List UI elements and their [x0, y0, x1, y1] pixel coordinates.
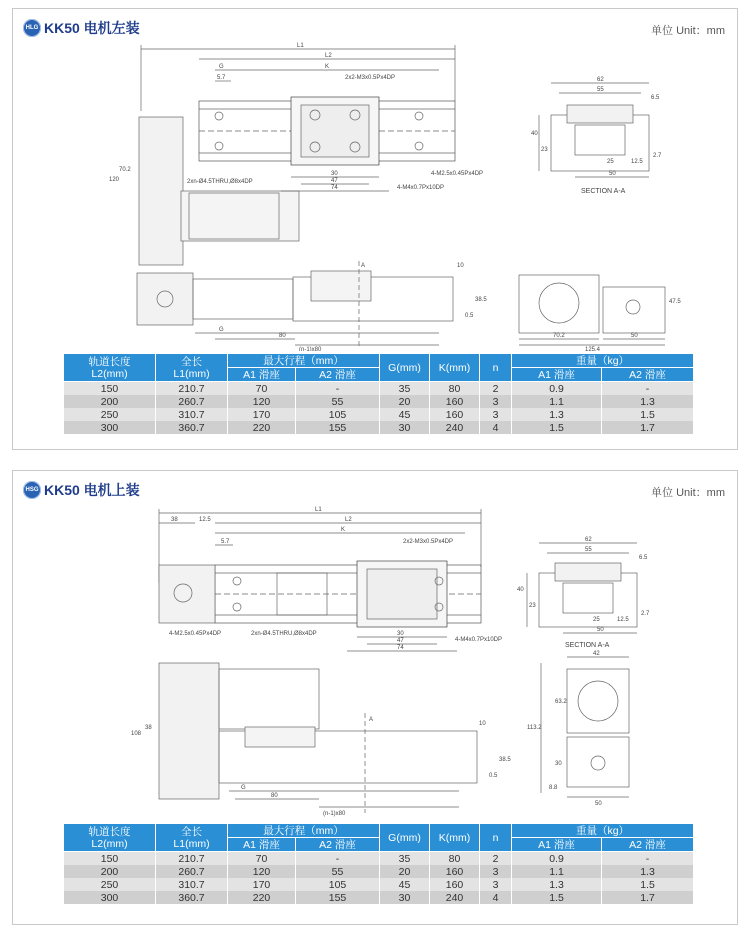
end-50: 50 [631, 333, 638, 339]
dim-m4-thread: 4-M4x0.7Px10DP [455, 637, 503, 643]
sec-62: 62 [597, 77, 604, 83]
dim-38: 38 [171, 517, 178, 523]
dim-k: K [341, 527, 346, 533]
dim-m3-thread: 2x2-M3x0.5Px4DP [403, 539, 454, 545]
sec-55: 55 [585, 547, 592, 553]
end-63-2: 63.2 [555, 699, 567, 705]
th-weight-a1: A1 滑座 [512, 838, 602, 852]
side-108: 108 [131, 731, 142, 737]
sec-40: 40 [517, 587, 524, 593]
dim-47: 47 [397, 638, 404, 644]
end-70-2: 70.2 [553, 333, 565, 339]
th-rail-length: 轨道长度 L2(mm) [64, 354, 156, 382]
sec-12-5: 12.5 [617, 617, 629, 623]
side-10: 10 [479, 721, 486, 727]
dim-k: K [325, 64, 330, 70]
unit-label: 单位 Unit：mm [651, 25, 725, 37]
dim-l1: L1 [315, 507, 322, 513]
sec-62: 62 [585, 537, 592, 543]
panel-header [23, 480, 140, 500]
end-8-8: 8.8 [549, 785, 558, 791]
th-max-stroke: 最大行程（mm） [228, 824, 380, 838]
spec-table [63, 823, 694, 904]
section-label: SECTION A-A [565, 642, 610, 649]
th-stroke-a1: A1 滑座 [228, 838, 296, 852]
th-weight-a1: A1 滑座 [512, 368, 602, 382]
side-a: A [361, 263, 366, 269]
side-38: 38 [145, 725, 152, 731]
technical-drawing [19, 503, 731, 821]
dim-mount-holes: 2xn-Ø4.5THRU,Ø8x4DP [187, 179, 253, 185]
drawing-svg [19, 41, 731, 351]
technical-drawing [19, 41, 731, 351]
table-row: 150 210.7 70 - 35 80 2 0.9 - [64, 382, 694, 396]
th-g: G(mm) [380, 354, 430, 382]
dim-5-7: 5.7 [217, 75, 226, 81]
dim-47: 47 [331, 178, 338, 184]
dim-l2: L2 [345, 517, 352, 523]
side-pitch: (n-1)x80 [323, 811, 346, 817]
dim-m4-thread: 4-M4x0.7Px10DP [397, 185, 445, 191]
drawing-svg [19, 503, 731, 821]
end-42: 42 [593, 651, 600, 657]
side-80: 80 [279, 333, 286, 339]
th-weight: 重量（kg） [512, 824, 694, 838]
panel-header [23, 18, 140, 38]
th-stroke-a1: A1 滑座 [228, 368, 296, 382]
section-label: SECTION A-A [581, 188, 626, 195]
unit-label: 单位 Unit：mm [651, 487, 725, 499]
th-weight-a2: A2 滑座 [602, 838, 694, 852]
dim-5-7: 5.7 [221, 539, 230, 545]
end-125-4: 125.4 [585, 347, 601, 351]
side-38-5: 38.5 [499, 757, 511, 763]
sec-55: 55 [597, 87, 604, 93]
sec-25: 25 [593, 617, 600, 623]
end-30: 30 [555, 761, 562, 767]
dim-l1: L1 [297, 43, 304, 49]
side-a: A [369, 717, 374, 723]
table-row: 200 260.7 120 55 20 160 3 1.1 1.3 [64, 395, 694, 408]
th-weight-a2: A2 滑座 [602, 368, 694, 382]
sec-50: 50 [597, 627, 604, 633]
th-total-length: 全长 L1(mm) [156, 824, 228, 852]
side-0-5: 0.5 [465, 313, 474, 319]
th-g: G(mm) [380, 824, 430, 852]
th-stroke-a2: A2 滑座 [296, 368, 380, 382]
end-47-5: 47.5 [669, 299, 681, 305]
sec-2-7: 2.7 [653, 153, 662, 159]
side-pitch: (n-1)x80 [299, 347, 322, 351]
table-row: 200 260.7 120 55 20 160 3 1.1 1.3 [64, 865, 694, 878]
sec-50: 50 [609, 171, 616, 177]
sec-6-5: 6.5 [639, 555, 648, 561]
sec-40: 40 [531, 131, 538, 137]
th-total-length: 全长 L1(mm) [156, 354, 228, 382]
side-0-5: 0.5 [489, 773, 498, 779]
sec-12-5: 12.5 [631, 159, 643, 165]
dim-30: 30 [331, 171, 338, 177]
sec-25: 25 [607, 159, 614, 165]
th-stroke-a2: A2 滑座 [296, 838, 380, 852]
end-113-2: 113.2 [527, 725, 542, 731]
dim-120: 120 [109, 177, 120, 183]
hlg-badge-icon: HLG [23, 19, 41, 37]
table-row: 150 210.7 70 - 35 80 2 0.9 - [64, 852, 694, 866]
side-g: G [241, 785, 246, 791]
table-row: 250 310.7 170 105 45 160 3 1.3 1.5 [64, 878, 694, 891]
panel-motor-top [12, 470, 738, 925]
dim-30: 30 [397, 631, 404, 637]
th-n: n [480, 354, 512, 382]
panel-title: KK50 电机左装 [44, 20, 140, 36]
side-38-5: 38.5 [475, 297, 487, 303]
dim-l2: L2 [325, 53, 332, 59]
table-row: 300 360.7 220 155 30 240 4 1.5 1.7 [64, 891, 694, 904]
sec-23: 23 [529, 603, 536, 609]
dim-74: 74 [397, 645, 404, 651]
dim-g: G [219, 64, 224, 70]
panel-title: KK50 电机上装 [44, 482, 140, 498]
sec-2-7: 2.7 [641, 611, 650, 617]
spec-table [63, 353, 694, 434]
side-g: G [219, 327, 224, 333]
th-weight: 重量（kg） [512, 354, 694, 368]
hsg-badge-icon: HSG [23, 481, 41, 499]
dim-70-2: 70.2 [119, 167, 131, 173]
dim-mount-holes: 2xn-Ø4.5THRU,Ø8x4DP [251, 631, 317, 637]
dim-m2-5-thread: 4-M2.5x0.45Px4DP [431, 171, 484, 177]
dim-m3-thread: 2x2-M3x0.5Px4DP [345, 75, 396, 81]
th-k: K(mm) [430, 824, 480, 852]
th-n: n [480, 824, 512, 852]
end-50: 50 [595, 801, 602, 807]
dim-m2-5-thread: 4-M2.5x0.45Px4DP [169, 631, 222, 637]
dim-74: 74 [331, 185, 338, 191]
side-80: 80 [271, 793, 278, 799]
th-rail-length: 轨道长度 L2(mm) [64, 824, 156, 852]
side-10: 10 [457, 263, 464, 269]
panel-motor-left [12, 8, 738, 450]
th-max-stroke: 最大行程（mm） [228, 354, 380, 368]
table-row: 300 360.7 220 155 30 240 4 1.5 1.7 [64, 421, 694, 434]
th-k: K(mm) [430, 354, 480, 382]
sec-23: 23 [541, 147, 548, 153]
dim-12-5: 12.5 [199, 517, 211, 523]
sec-6-5: 6.5 [651, 95, 660, 101]
table-row: 250 310.7 170 105 45 160 3 1.3 1.5 [64, 408, 694, 421]
